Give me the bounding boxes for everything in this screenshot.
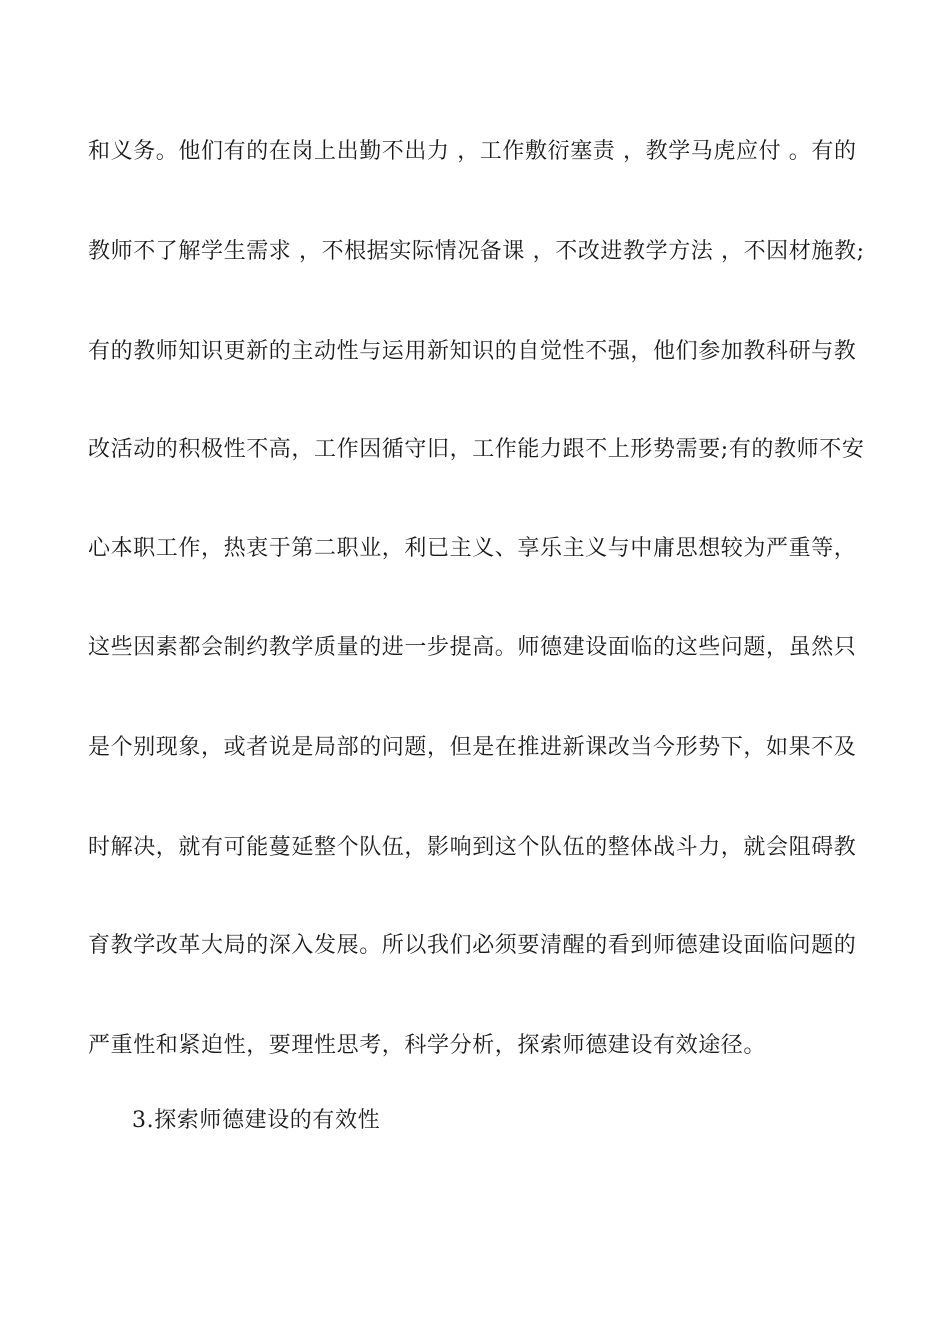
paragraph-line: 严重性和紧迫性，要理性思考，科学分析，探索师德建设有效途径。 [88, 1033, 767, 1058]
section-heading: 3.探索师德建设的有效性 [132, 1108, 381, 1133]
paragraph-line: 育教学改革大局的深入发展。所以我们必须要清醒的看到师德建设面临问题的 [88, 933, 857, 958]
paragraph-line: 是个别现象，或者说是局部的问题，但是在推进新课改当今形势下，如果不及 [88, 735, 857, 760]
paragraph-line: 改活动的积极性不高，工作因循守旧，工作能力跟不上形势需要;有的教师不安 [88, 437, 865, 462]
paragraph-line: 教师不了解学生需求 ，不根据实际情况备课 ，不改进教学方法 ，不因材施教; [88, 239, 865, 264]
paragraph-line: 有的教师知识更新的主动性与运用新知识的自觉性不强，他们参加教科研与教 [88, 339, 857, 364]
paragraph-line: 时解决，就有可能蔓延整个队伍，影响到这个队伍的整体战斗力，就会阻碍教 [88, 835, 857, 860]
paragraph-line: 这些因素都会制约教学质量的进一步提高。师德建设面临的这些问题，虽然只 [88, 635, 857, 660]
paragraph-line: 和义务。他们有的在岗上出勤不出力 ，工作敷衍塞责 ，教学马虎应付 。有的 [88, 139, 857, 164]
paragraph-line: 心本职工作，热衷于第二职业，利已主义、享乐主义与中庸思想较为严重等， [88, 536, 857, 561]
